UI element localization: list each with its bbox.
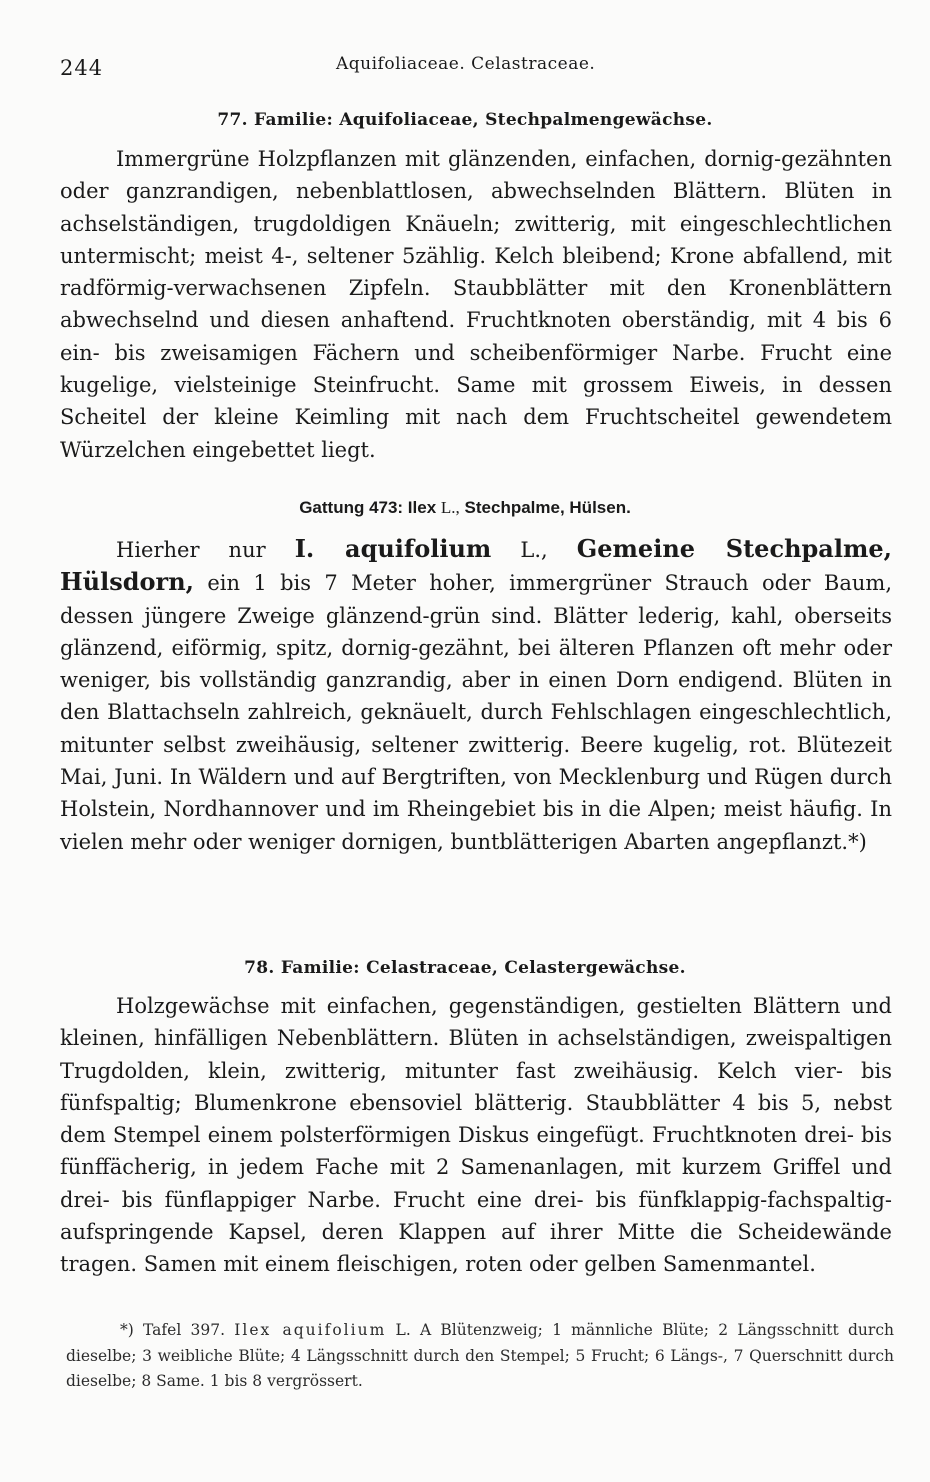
family-78-description: Holzgewächse mit einfachen, gegenständigen, gestielten Blättern und kleinen, hinfälligen Nebenblättern. Blüten in achselständigen, zweispaltigen Trugdolden, klein, zwitterig, mitunter fast zweihäusig. Kelch vier- bis fünfspaltig; Blumenkrone ebensoviel blätterig. Staubblätter 4 bis 5, nebst dem Stempel einem polsterförmigen Diskus eingefügt. Fruchtknoten drei- bis fünffächerig, in jedem Fache mit 2 Samenanlagen, mit kurzem Griffel und drei- bis fünflappiger Narbe. Frucht eine drei- bis fünfklappig-fachspaltig-aufspringende Kapsel, deren Klappen auf ihrer Mitte die Scheidewände tragen. Samen mit einem fleischigen, roten oder gelben Samenmantel. — [60, 994, 892, 1277]
footnote — [66, 1318, 894, 1395]
genus-473-description — [60, 533, 892, 858]
genus-heading-author: L., — [440, 498, 460, 517]
running-head: Aquifoliaceae. Celastraceae. — [336, 54, 596, 74]
footnote-marker: *) Tafel 397. — [120, 1321, 226, 1339]
species-intro: Hierher nur — [116, 538, 266, 562]
page-header — [60, 54, 890, 84]
family-78-heading: 78. Familie: Celastraceae, Celastergewächse. — [244, 958, 686, 978]
genus-heading-name: Gattung 473: Ilex — [299, 498, 437, 517]
family-77-heading: 77. Familie: Aquifoliaceae, Stechpalmengewächse. — [217, 110, 713, 130]
page-number: 244 — [60, 56, 104, 80]
genus-heading-common-name: Stechpalme, Hülsen. — [464, 498, 631, 517]
species-author: L., — [520, 538, 548, 562]
species-name: I. aquifolium — [294, 534, 492, 563]
species-common-name: Gemeine Stechpalme, Hülsdorn, — [60, 534, 892, 597]
footnote-species: Ilex aquifolium — [234, 1321, 387, 1339]
family-77-description: Immergrüne Holzpflanzen mit glänzenden, einfachen, dornig-gezähnten oder ganzrandigen, nebenblattlosen, abwechselnden Blättern. Blüten in achselständigen, trugdoldigen Knäueln; zwitterig, mit eingeschlechtlichen untermischt; meist 4-, seltener 5zählig. Kelch bleibend; Krone abfallend, mit radförmig-verwachsenen Zipfeln. Staubblätter mit den Kronenblättern abwechselnd und diesen anhaftend. Fruchtknoten oberständig, mit 4 bis 6 ein- bis zweisamigen Fächern und scheibenförmiger Narbe. Frucht eine kugelige, vielsteinige Steinfrucht. Same mit grossem Eiweis, in dessen Scheitel der kleine Keimling mit nach dem Fruchtscheitel gewendetem Würzelchen eingebettet liegt. — [60, 147, 892, 462]
footnote-text: L. A Blütenzweig; 1 männliche Blüte; 2 Längsschnitt durch dieselbe; 3 weibliche Blüte; 4 Längsschnitt durch den Stempel; 5 Frucht; 6 Längs-, 7 Querschnitt durch dieselbe; 8 Same. 1 bis 8 vergrössert. — [66, 1321, 894, 1390]
species-description: ein 1 bis 7 Meter hoher, immergrüner Strauch oder Baum, dessen jüngere Zweige glänzend-grün sind. Blätter lederig, kahl, oberseits glänzend, eiförmig, spitz, dornig-gezähnt, bei älteren Pflanzen oft mehr oder weniger, bis vollständig ganzrandig, aber in einen Dorn endigend. Blüten in den Blattachseln zahlreich, geknäuelt, durch Fehlschlagen eingeschlechtlich, mitunter selbst zweihäusig, seltener zwitterig. Beere kugelig, rot. Blütezeit Mai, Juni. In Wäldern und auf Bergtriften, von Mecklenburg und Rügen durch Holstein, Nordhannover und im Rheingebiet bis in die Alpen; meist häufig. In vielen mehr oder weniger dornigen, buntblätterigen Abarten angepflanzt.*) — [60, 571, 892, 854]
genus-473-heading — [0, 498, 930, 518]
